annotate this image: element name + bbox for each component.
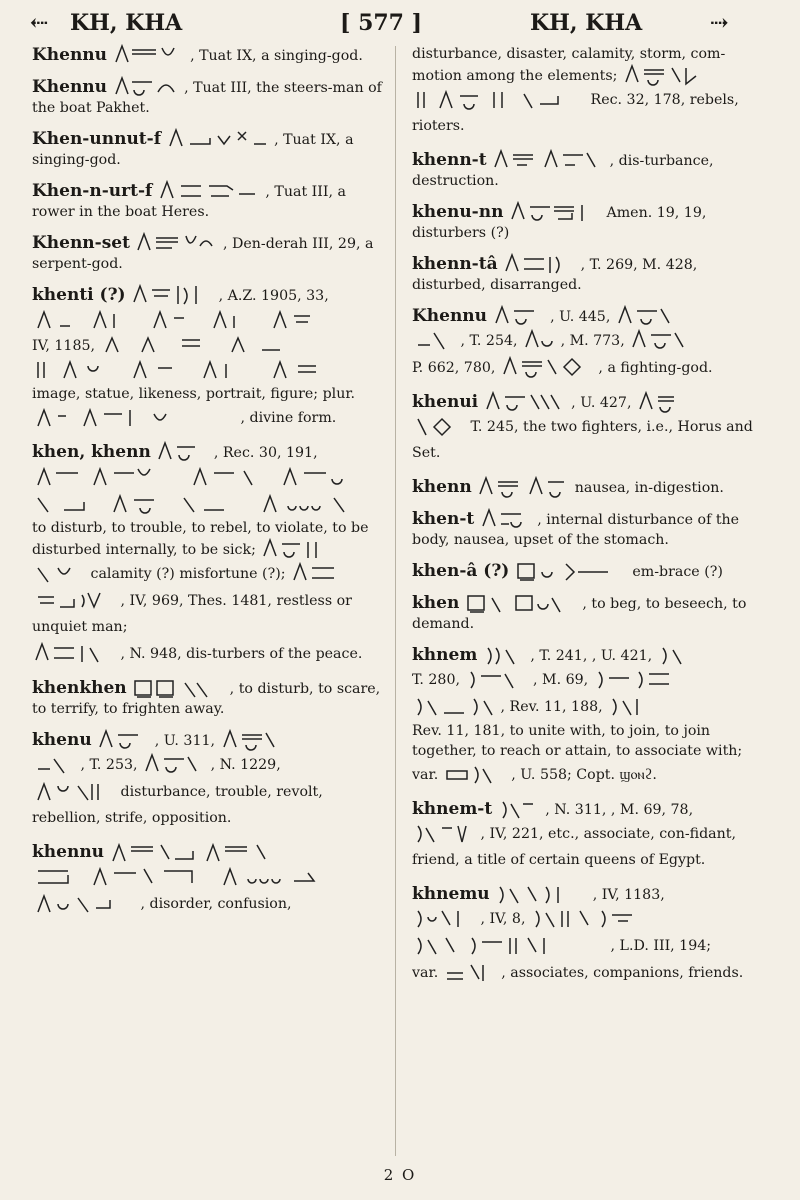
hieroglyph-group	[98, 729, 148, 751]
definition: var.	[412, 965, 439, 981]
entry-khenn-ta	[412, 253, 768, 295]
definition: T. 245, the two fighters, i.e., Horus and Set.	[412, 419, 753, 461]
headword: khen	[412, 593, 460, 613]
headword: khenn	[412, 477, 472, 497]
headword: khenu-nn	[412, 202, 504, 222]
definition: , to disturb, to scare, to terrify, to frighten away.	[32, 681, 381, 717]
hieroglyph-group	[499, 798, 539, 820]
hieroglyph-group	[516, 560, 626, 582]
hieroglyph-group	[111, 841, 291, 863]
hieroglyph-row	[412, 87, 768, 139]
hieroglyph-row	[412, 694, 768, 720]
definition: , T. 241, , U. 421,	[530, 648, 653, 664]
headword: Khennu	[32, 45, 108, 65]
hieroglyph-group	[510, 201, 600, 223]
definition: , Rev. 11, 188,	[500, 699, 603, 715]
entry-khenkhen	[32, 677, 388, 719]
headword: Khennu	[32, 77, 108, 97]
hieroglyph-row	[32, 864, 388, 890]
headword: khenn-t	[412, 150, 487, 170]
headword: khenti (?)	[32, 285, 126, 305]
definition: calamity (?) misfortune (?);	[90, 566, 286, 582]
hieroglyph-group	[496, 883, 586, 905]
definition: , T. 269, M. 428, disturbed, disarranged.	[412, 257, 698, 293]
entry-khenn-set	[32, 232, 388, 274]
definition: , internal disturbance of the body, nausea, upset of the stomach.	[412, 512, 740, 548]
entry-khnem-t	[412, 798, 768, 873]
definition: Amen. 19, 19, disturbers (?)	[412, 205, 707, 241]
hieroglyph-row	[412, 667, 768, 693]
hieroglyph-row	[32, 491, 388, 517]
definition: , Tuat III, the steers-man of the boat Pakhet.	[32, 80, 382, 116]
definition: , disorder, confusion,	[140, 896, 292, 912]
definition: , N. 948, dis-turbers of the peace.	[120, 646, 363, 662]
hieroglyph-group	[493, 149, 603, 171]
definition: , T. 254,	[460, 333, 518, 349]
headword: Khen-unnut-f	[32, 129, 162, 149]
headword: khenn-tâ	[412, 254, 498, 274]
hieroglyph-row	[32, 752, 388, 778]
hieroglyph-group	[114, 76, 178, 98]
hieroglyph-group	[466, 592, 576, 614]
hieroglyph-group	[132, 284, 212, 306]
definition: to disturb, to trouble, to rebel, to violate, to be disturbed internally, to be sick;	[32, 520, 369, 558]
definition: , U. 445,	[550, 309, 611, 325]
hieroglyph-row	[412, 355, 768, 381]
hieroglyph-row	[32, 588, 388, 640]
definition: , U. 311,	[154, 733, 216, 749]
definition: , IV, 1183,	[592, 887, 665, 903]
hieroglyph-row	[412, 906, 768, 932]
entry-khen-beg	[412, 592, 768, 634]
entry-khennu-2	[32, 76, 388, 118]
hieroglyph-group	[481, 508, 531, 530]
definition: , associates, companions, friends.	[501, 965, 744, 981]
entry-khenu-nn	[412, 201, 768, 243]
header-left: KH, KHA	[70, 10, 183, 36]
definition: nausea, in-digestion.	[574, 480, 724, 496]
entry-khnemu	[412, 883, 768, 986]
definition: Rev. 11, 181, to unite with, to join, to join together, to reach or attain, to associate with;	[412, 723, 743, 759]
hieroglyph-row	[32, 307, 388, 333]
definition: , Tuat III, a rower in the boat Heres.	[32, 184, 346, 220]
hieroglyph-group	[133, 677, 223, 699]
header-right-marker: ⇢	[710, 10, 729, 36]
hieroglyph-row	[32, 641, 388, 667]
hieroglyph-row	[32, 891, 388, 917]
hieroglyph-row	[412, 762, 768, 788]
hieroglyph-group	[136, 232, 216, 254]
hieroglyph-row	[32, 357, 388, 383]
definition: , dis-turbance, destruction.	[412, 153, 714, 189]
entry-khenu	[32, 729, 388, 831]
running-header	[30, 6, 780, 36]
definition: , Tuat IX, a singing-god.	[32, 132, 354, 168]
definition: P. 662, 780,	[412, 360, 496, 376]
definition: , U. 558; Copt. ϣⲟⲛϩ.	[511, 767, 657, 783]
hieroglyph-group	[484, 644, 524, 666]
hieroglyph-row	[32, 405, 388, 431]
entry-khnem	[412, 644, 768, 788]
hieroglyph-row	[412, 933, 768, 959]
headword: khennu	[32, 842, 105, 862]
entry-khen-a	[412, 560, 768, 582]
entry-khen-t	[412, 508, 768, 550]
hieroglyph-row	[32, 464, 388, 490]
entry-khennu-cont	[412, 44, 768, 139]
entry-khenn-nausea	[412, 476, 768, 498]
definition: , T. 253,	[80, 757, 138, 773]
page-number: [ 577 ]	[340, 10, 423, 36]
hieroglyph-row	[32, 561, 388, 587]
definition: disturbance, disaster, calamity, storm, com-motion among the elements;	[412, 46, 726, 84]
definition: , Den-derah III, 29, a serpent-god.	[32, 236, 374, 272]
hieroglyph-row	[32, 779, 388, 831]
entry-khennu-god	[412, 305, 768, 381]
headword: khenui	[412, 392, 479, 412]
definition: , IV, 221, etc., associate, con-fidant, friend, a title of certain queens of Egypt.	[412, 826, 736, 868]
definition: , IV, 8,	[480, 911, 526, 927]
definition: , Tuat IX, a singing-god.	[190, 48, 363, 64]
entry-khennu-3	[32, 841, 388, 917]
hieroglyph-group	[157, 441, 207, 463]
entry-khen-n-urt-f	[32, 180, 388, 222]
definition: , Rec. 30, 191,	[213, 445, 318, 461]
hieroglyph-group	[114, 44, 184, 66]
hieroglyph-row	[412, 414, 768, 466]
definition: , divine form.	[240, 410, 337, 426]
header-right: KH, KHA	[530, 10, 643, 36]
definition: var.	[412, 767, 439, 783]
headword: Khennu	[412, 306, 488, 326]
definition: IV, 1185,	[32, 338, 96, 354]
headword: khnemu	[412, 884, 490, 904]
entry-khenti	[32, 284, 388, 431]
definition: T. 280,	[412, 672, 460, 688]
header-left-marker: ⇠	[30, 10, 49, 36]
definition: , L.D. III, 194;	[610, 938, 712, 954]
definition: em-brace (?)	[632, 564, 723, 580]
headword: khenkhen	[32, 678, 127, 698]
left-column	[32, 44, 388, 1162]
hieroglyph-group	[168, 128, 268, 150]
headword: khnem	[412, 645, 478, 665]
headword: Khen-n-urt-f	[32, 181, 153, 201]
definition: Rec. 32, 178, rebels, rioters.	[412, 92, 739, 134]
definition: , U. 427,	[571, 395, 632, 411]
definition: , IV, 969, Thes. 1481, restless or unquiet man;	[32, 593, 352, 635]
headword: khen-t	[412, 509, 475, 529]
hieroglyph-group	[485, 391, 565, 413]
hieroglyph-group	[478, 476, 568, 498]
hieroglyph-group	[494, 305, 544, 327]
definition: , A.Z. 1905, 33,	[218, 288, 329, 304]
hieroglyph-row	[412, 821, 768, 873]
headword: khen-â (?)	[412, 561, 510, 581]
definition: , a fighting-god.	[598, 360, 713, 376]
definition: , M. 773,	[560, 333, 625, 349]
definition: , to beg, to beseech, to demand.	[412, 596, 747, 632]
entry-khenn-t	[412, 149, 768, 191]
hieroglyph-group	[159, 180, 259, 202]
definition: image, statue, likeness, portrait, figure; plur.	[32, 386, 356, 402]
entry-khennu-1	[32, 44, 388, 66]
entry-khenui	[412, 391, 768, 466]
headword: khnem-t	[412, 799, 493, 819]
headword: Khenn-set	[32, 233, 130, 253]
hieroglyph-row	[412, 328, 768, 354]
hieroglyph-row	[412, 960, 768, 986]
right-column	[412, 44, 768, 1162]
definition: , N. 1229,	[210, 757, 281, 773]
signature-mark: 2 O	[383, 1166, 417, 1184]
definition: disturbance, trouble, revolt, rebellion, strife, opposition.	[32, 784, 323, 826]
column-divider	[395, 46, 396, 1156]
definition: , M. 69,	[533, 672, 589, 688]
headword: khenu	[32, 730, 92, 750]
definition: , N. 311, , M. 69, 78,	[545, 802, 694, 818]
entry-khen-unnut-f	[32, 128, 388, 170]
entry-khen-khenn	[32, 441, 388, 667]
hieroglyph-group	[504, 253, 574, 275]
headword: khen, khenn	[32, 442, 151, 462]
